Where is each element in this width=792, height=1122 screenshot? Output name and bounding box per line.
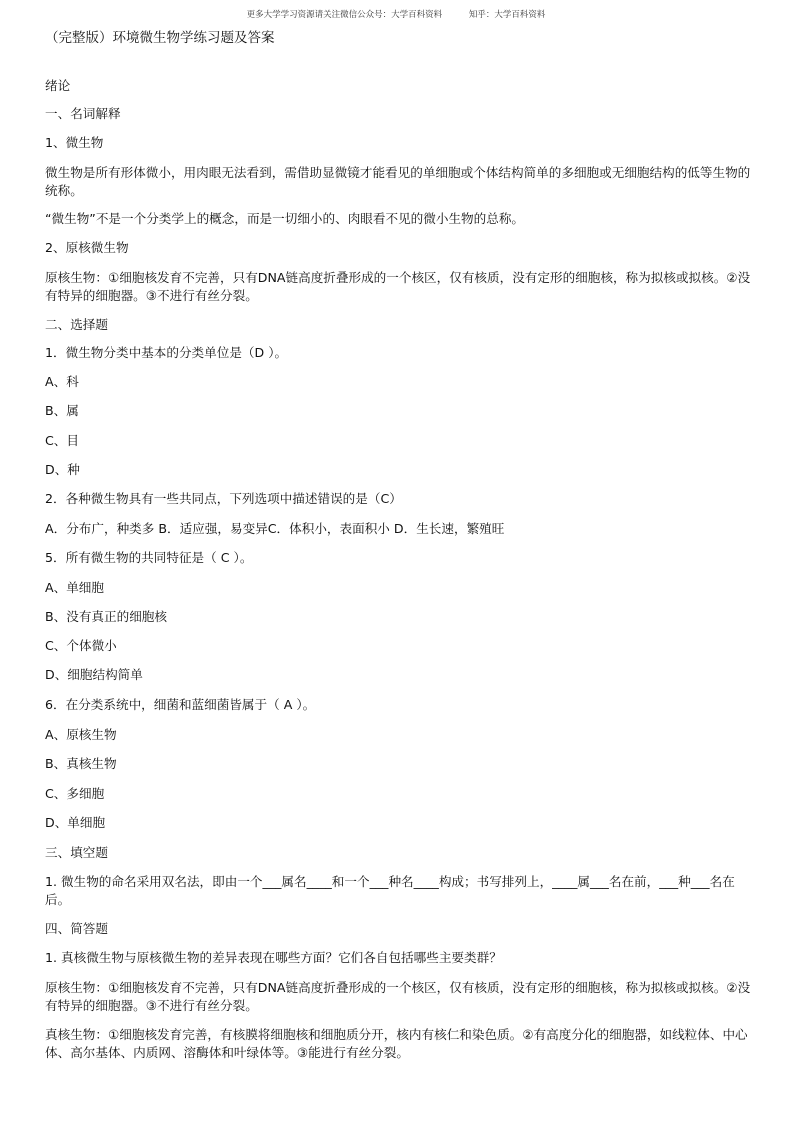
paragraph: D、细胞结构简单 bbox=[45, 667, 143, 682]
paragraph: C、个体微小 bbox=[45, 638, 117, 653]
paragraph: 2．各种微生物具有一些共同点，下列选项中描述错误的是（C） bbox=[45, 491, 402, 506]
paragraph: C、多细胞 bbox=[45, 786, 105, 801]
paragraph: 1．微生物分类中基本的分类单位是（D ）。 bbox=[45, 345, 288, 360]
paragraph: 原核生物：①细胞核发育不完善，只有DNA链高度折叠形成的一个核区，仅有核质，没有定形的细胞核，称为拟核或拟核。②没有特异的细胞器。③不进行有丝分裂。 bbox=[45, 270, 751, 303]
paragraph: A、原核生物 bbox=[45, 727, 117, 742]
header-left: 更多大学学习资源请关注微信公众号：大学百科资料 bbox=[246, 10, 443, 20]
paragraph: “微生物”不是一个分类学上的概念，而是一切细小的、肉眼看不见的微小生物的总称。 bbox=[45, 211, 525, 226]
paragraph: 三、填空题 bbox=[45, 845, 108, 860]
paragraph: D、单细胞 bbox=[45, 815, 106, 830]
paragraph: 绪论 bbox=[45, 78, 71, 93]
paragraph: 6．在分类系统中，细菌和蓝细菌皆属于（ A ）。 bbox=[45, 697, 316, 712]
paragraph: B、没有真正的细胞核 bbox=[45, 609, 167, 624]
paragraph: A、单细胞 bbox=[45, 580, 104, 595]
header-right: 知乎：大学百科资料 bbox=[468, 10, 546, 20]
paragraph: A、科 bbox=[45, 374, 79, 389]
paragraph: A．分布广，种类多 B．适应强，易变异C．体积小，表面积小 D．生长速，繁殖旺 bbox=[45, 521, 505, 536]
paragraph: 1. 微生物的命名采用双名法，即由一个___属名____和一个___种名____构成；书写排列上，____属___名在前，___种___名在后。 bbox=[45, 874, 735, 907]
paragraph: 真核生物：①细胞核发育完善，有核膜将细胞核和细胞质分开，核内有核仁和染色质。②有高度分化的细胞器，如线粒体、中心体、高尔基体、内质网、溶酶体和叶绿体等。③能进行有丝分裂。 bbox=[45, 1027, 748, 1060]
paragraph: 微生物是所有形体微小，用肉眼无法看到，需借助显微镜才能看见的单细胞或个体结构简单的多细胞或无细胞结构的低等生物的统称。 bbox=[45, 165, 751, 198]
paragraph: 1. 真核微生物与原核微生物的差异表现在哪些方面？它们各自包括哪些主要类群？ bbox=[45, 950, 502, 965]
paragraph: B、属 bbox=[45, 403, 79, 418]
paragraph: 二、选择题 bbox=[45, 317, 108, 332]
paragraph: D、种 bbox=[45, 462, 80, 477]
paragraph: 四、简答题 bbox=[45, 921, 108, 936]
paragraph: B、真核生物 bbox=[45, 756, 117, 771]
paragraph: 一、名词解释 bbox=[45, 106, 121, 121]
paragraph: C、目 bbox=[45, 433, 79, 448]
paragraph: 2、原核微生物 bbox=[45, 240, 129, 255]
paragraph: 1、微生物 bbox=[45, 135, 104, 150]
document-title: （完整版）环境微生物学练习题及答案 bbox=[45, 30, 275, 46]
paragraph: 5．所有微生物的共同特征是（ C ）。 bbox=[45, 550, 253, 565]
paragraph: 原核生物：①细胞核发育不完善，只有DNA链高度折叠形成的一个核区，仅有核质，没有定形的细胞核，称为拟核或拟核。②没有特异的细胞器。③不进行有丝分裂。 bbox=[45, 980, 751, 1013]
page-header bbox=[0, 8, 792, 20]
